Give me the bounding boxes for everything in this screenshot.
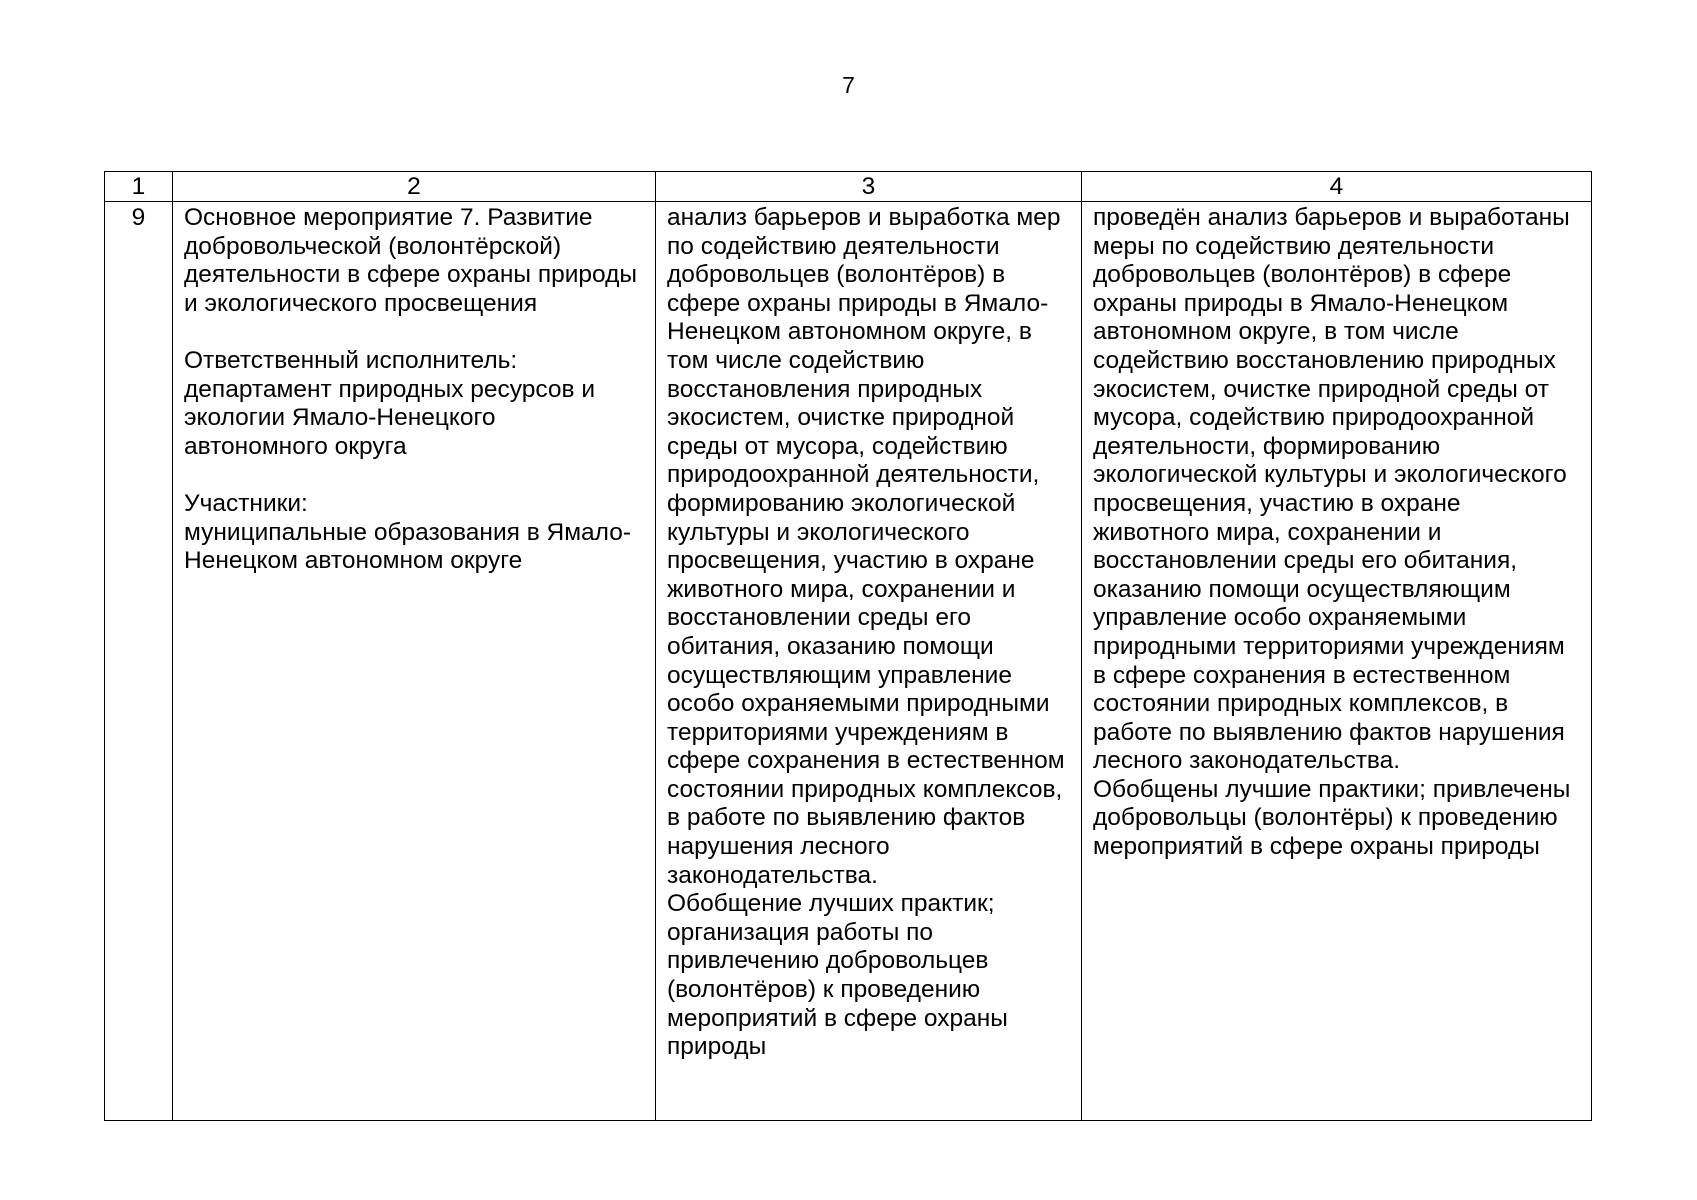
executor-name: департамент природных ресурсов и экологии Ямало-Ненецкого автономного округа xyxy=(184,375,596,460)
header-cell-4: 4 xyxy=(1082,172,1592,202)
results-cell: проведён анализ барьеров и выработаны меры по содействию деятельности добровольцев (волонтёров) в сфере охраны природы в Ямало-Ненецком автономном округе, в том числе содействию восстановлению природных экосистем, очистке природной среды от мусора, содействию природоохранной деятельности, формированию экологической культуры и экологического просвещения, участию в охране животного мира, сохранении и восстановлении среды его обитания, оказанию помощи осуществляющим управление особо охраняемыми природными территориями учреждениям в сфере сохранения в естественном состоянии природных комплексов, в работе по выявлению фактов нарушения лесного законодательства. Обобщены лучшие практики; привлечены добровольцы (волонтёры) к проведению мероприятий в сфере охраны природы xyxy=(1082,202,1592,1121)
header-cell-3: 3 xyxy=(656,172,1082,202)
row-number: 9 xyxy=(105,202,173,1121)
planned-actions-cell: анализ барьеров и выработка мер по содействию деятельности добровольцев (волонтёров) в сфере охраны природы в Ямало-Ненецком автономном округе, в том числе содействию восстановления природных экосистем, очистке природной среды от мусора, содействию природоохранной деятельности, формированию экологической культуры и экологического просвещения, участию в охране животного мира, сохранении и восстановлении среды его обитания, оказанию помощи осуществляющим управление особо охраняемыми природными территориями учреждениям в сфере сохранения в естественном состоянии природных комплексов, в работе по выявлению фактов нарушения лесного законодательства. Обобщение лучших практик; организация работы по привлечению добровольцев (волонтёров) к проведению мероприятий в сфере охраны природы xyxy=(656,202,1082,1121)
header-cell-1: 1 xyxy=(105,172,173,202)
header-cell-2: 2 xyxy=(173,172,656,202)
measures-table xyxy=(104,171,1592,1121)
page-number: 7 xyxy=(842,72,855,98)
table-header-row xyxy=(105,172,1592,202)
event-cell xyxy=(173,202,656,1121)
table-row xyxy=(105,202,1592,1121)
event-title: Основное мероприятие 7. Развитие добровольческой (волонтёрской) деятельности в сфере охраны природы и экологического просвещения xyxy=(184,204,638,317)
executor-label: Ответственный исполнитель: xyxy=(184,346,518,374)
participants-name: муниципальные образования в Ямало-Ненецком автономном округе xyxy=(184,518,632,575)
participants-label: Участники: xyxy=(184,489,308,517)
